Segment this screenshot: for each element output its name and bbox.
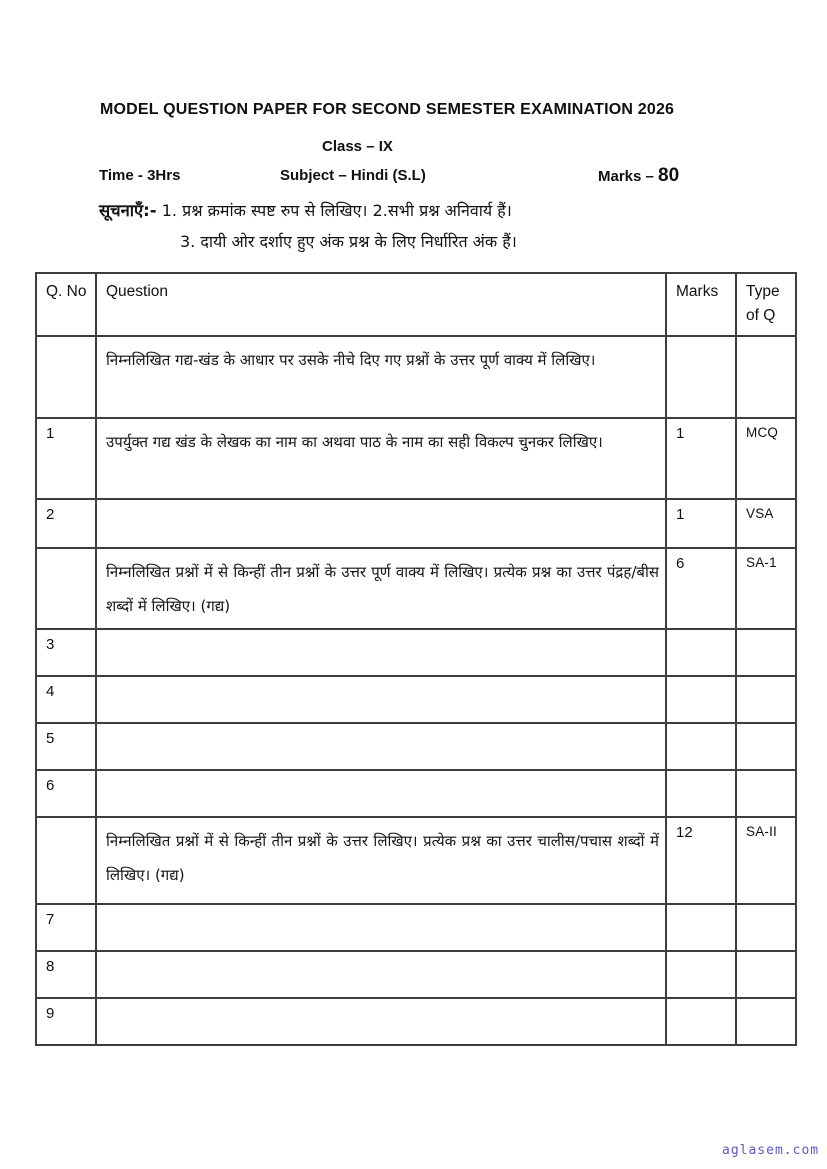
table-row-q7 bbox=[36, 904, 796, 951]
question-cell bbox=[96, 998, 666, 1045]
marks-cell bbox=[666, 770, 736, 817]
table-header-row bbox=[36, 273, 796, 336]
question-cell bbox=[96, 548, 666, 629]
type-cell bbox=[736, 336, 796, 418]
class-line: Class – IX bbox=[322, 138, 393, 155]
type-cell: MCQ bbox=[736, 418, 796, 499]
question-cell bbox=[96, 336, 666, 418]
question-text: निम्नलिखित प्रश्नों में से किन्हीं तीन प्रश्नों के उत्तर पूर्ण वाक्य में लिखिए। प्रत्येक प्रश्न का उत्तर पंद्रह/बीस शब्दों में लिखिए। (गद्य) bbox=[106, 563, 659, 615]
col-header-question: Question bbox=[96, 273, 666, 336]
table-row-q3 bbox=[36, 629, 796, 676]
qno-cell: 5 bbox=[36, 723, 96, 770]
qno-cell bbox=[36, 817, 96, 904]
type-cell bbox=[736, 904, 796, 951]
table-row-q2 bbox=[36, 499, 796, 548]
total-marks-label bbox=[598, 165, 679, 187]
question-cell bbox=[96, 499, 666, 548]
instructions-label: सूचनाएँ:- bbox=[99, 201, 157, 220]
marks-cell bbox=[666, 723, 736, 770]
qno-cell bbox=[36, 336, 96, 418]
marks-cell bbox=[666, 998, 736, 1045]
table-row-q9 bbox=[36, 998, 796, 1045]
question-text: निम्नलिखित गद्य-खंड के आधार पर उसके नीचे दिए गए प्रश्नों के उत्तर पूर्ण वाक्य में लिखिए। bbox=[106, 351, 596, 369]
marks-cell: 12 bbox=[666, 817, 736, 904]
question-cell bbox=[96, 904, 666, 951]
marks-cell: 1 bbox=[666, 499, 736, 548]
question-cell bbox=[96, 723, 666, 770]
marks-cell bbox=[666, 951, 736, 998]
qno-cell: 2 bbox=[36, 499, 96, 548]
instructions-line-1 bbox=[99, 198, 512, 221]
col-header-type: Type of Q bbox=[736, 273, 796, 336]
type-cell bbox=[736, 676, 796, 723]
qno-cell: 7 bbox=[36, 904, 96, 951]
type-cell bbox=[736, 629, 796, 676]
table-row-q4 bbox=[36, 676, 796, 723]
type-cell bbox=[736, 770, 796, 817]
question-cell bbox=[96, 629, 666, 676]
question-cell bbox=[96, 676, 666, 723]
question-cell bbox=[96, 817, 666, 904]
qno-cell: 3 bbox=[36, 629, 96, 676]
col-header-marks: Marks bbox=[666, 273, 736, 336]
qno-cell: 4 bbox=[36, 676, 96, 723]
instruction-1-text: 1. प्रश्न क्रमांक स्पष्ट रुप से लिखिए। 2.सभी प्रश्न अनिवार्य हैं। bbox=[161, 201, 512, 220]
question-text: उपर्युक्त गद्य खंड के लेखक का नाम का अथवा पाठ के नाम का सही विकल्प चुनकर लिखिए। bbox=[106, 433, 603, 451]
qno-cell: 6 bbox=[36, 770, 96, 817]
marks-cell bbox=[666, 629, 736, 676]
instructions-line-2: 3. दायी ओर दर्शाए हुए अंक प्रश्न के लिए निर्धारित अंक हैं। bbox=[180, 232, 517, 251]
type-cell bbox=[736, 998, 796, 1045]
marks-cell bbox=[666, 676, 736, 723]
qno-cell: 1 bbox=[36, 418, 96, 499]
time-label: Time - 3Hrs bbox=[99, 167, 181, 184]
type-cell bbox=[736, 723, 796, 770]
table-row-q6 bbox=[36, 770, 796, 817]
type-cell: SA-II bbox=[736, 817, 796, 904]
qno-cell: 9 bbox=[36, 998, 96, 1045]
table-row-section-sa1-intro bbox=[36, 548, 796, 629]
page-title: MODEL QUESTION PAPER FOR SECOND SEMESTER EXAMINATION 2026 bbox=[100, 101, 675, 118]
subject-label: Subject – Hindi (S.L) bbox=[280, 167, 426, 184]
type-cell bbox=[736, 951, 796, 998]
question-table bbox=[35, 272, 797, 1046]
question-text: निम्नलिखित प्रश्नों में से किन्हीं तीन प्रश्नों के उत्तर लिखिए। प्रत्येक प्रश्न का उत्तर चालीस/पचास शब्दों में लिखिए। (गद्य) bbox=[106, 832, 659, 884]
type-cell: SA-1 bbox=[736, 548, 796, 629]
table-row-q1 bbox=[36, 418, 796, 499]
table-row-section-sa2-intro bbox=[36, 817, 796, 904]
marks-cell: 6 bbox=[666, 548, 736, 629]
qno-cell bbox=[36, 548, 96, 629]
marks-cell: 1 bbox=[666, 418, 736, 499]
col-header-qno: Q. No bbox=[36, 273, 96, 336]
marks-label: Marks – bbox=[598, 168, 659, 185]
marks-value: 80 bbox=[658, 165, 680, 186]
question-cell bbox=[96, 770, 666, 817]
table-row-q5 bbox=[36, 723, 796, 770]
marks-cell bbox=[666, 904, 736, 951]
table-row-section-intro-prose bbox=[36, 336, 796, 418]
question-cell bbox=[96, 951, 666, 998]
table-row-q8 bbox=[36, 951, 796, 998]
watermark: aglasem.com bbox=[722, 1143, 820, 1158]
type-cell: VSA bbox=[736, 499, 796, 548]
marks-cell bbox=[666, 336, 736, 418]
question-cell bbox=[96, 418, 666, 499]
qno-cell: 8 bbox=[36, 951, 96, 998]
